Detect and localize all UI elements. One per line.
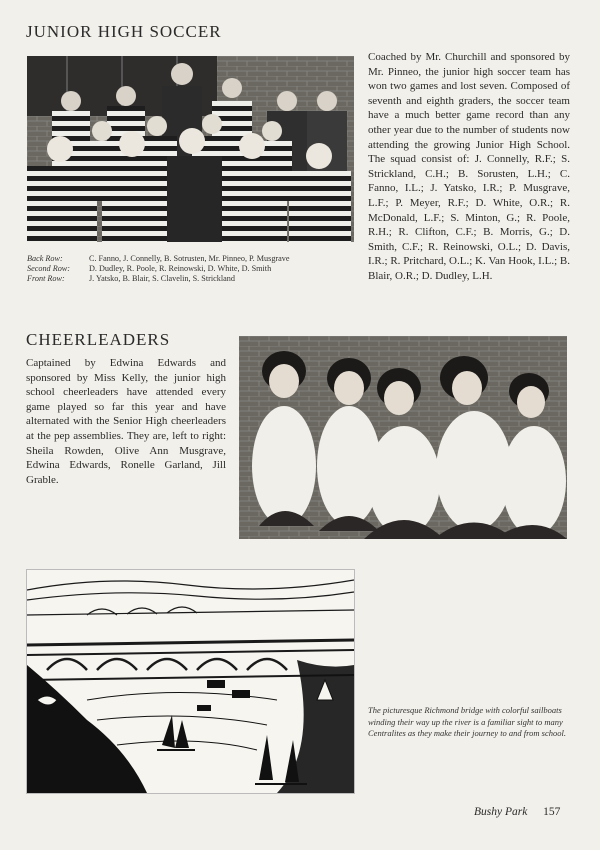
caption-row-label: Front Row: [27, 274, 65, 283]
richmond-bridge-sketch [26, 569, 355, 794]
caption-row-back [27, 254, 357, 264]
soccer-team-photo [27, 56, 354, 242]
cheerleaders-paragraph: Captained by Edwina Edwards and sponsored by Miss Kelly, the junior high school cheerleaders have attended every game played so far this year and have alternated with the Senior High cheerleaders at the pep assemblies. They are, left to right: Sheila Rowden, Olive Ann Musgrave, Edwina Edwards, Ronelle Garland, Jill Grable. [26, 357, 226, 486]
soccer-photo-illustration [27, 56, 354, 242]
soccer-paragraph: Coached by Mr. Churchill and sponsored by Mr. Pinneo, the junior high soccer team has won two games and lost seven. Composed of seventh and eighth graders, the soccer team have a much better game record than any other year due to the number of students now attending the growing Junior High School. The squad consist of: J. Connelly, R.F.; S. Strickland, C.H.; B. Sorusten, L.H.; C. Fanno, I.L.; J. Yatsko, I.R.; P. Musgrave, L.F.; P. Meyer, R.F.; D. White, O.R.; R. McDonald, L.F.; S. Minton, G.; R. Poole, R.H.; R. Clifton, C.F.; B. Morris, G.; D. Smith, C.F.; R. Reinowski, O.L.; D. Davis, I.R.; R. Pritchard, O.L.; K. Van Hook, I.L.; B. Blair, O.R.; D. Dudley, L.H. [368, 51, 570, 282]
caption-row-second [27, 264, 357, 274]
caption-row-names: C. Fanno, J. Connelly, B. Sotrusten, Mr. Pinneo, P. Musgrave [89, 254, 290, 263]
sketch-caption: The picturesque Richmond bridge with colorful sailboats winding their way up the river is a familiar sight to many Centralites as they make their journey to and from school. [368, 705, 566, 738]
caption-row-label: Second Row: [27, 264, 70, 273]
cheerleaders-photo [239, 336, 567, 539]
cheerleaders-photo-illustration [239, 336, 567, 539]
yearbook-title: Bushy Park [474, 806, 528, 818]
page-footer [474, 806, 560, 818]
caption-row-names: J. Yatsko, B. Blair, S. Clavelin, S. Strickland [89, 274, 235, 283]
soccer-heading: JUNIOR HIGH SOCCER [26, 22, 222, 41]
cheerleaders-heading: CHEERLEADERS [26, 330, 171, 349]
page-number: 157 [543, 806, 561, 818]
caption-row-label: Back Row: [27, 254, 63, 263]
soccer-photo-caption [27, 254, 357, 284]
caption-row-names: D. Dudley, R. Poole, R. Reinowski, D. White, D. Smith [89, 264, 272, 273]
bridge-sketch-drawing [27, 570, 354, 793]
caption-row-front [27, 274, 357, 284]
